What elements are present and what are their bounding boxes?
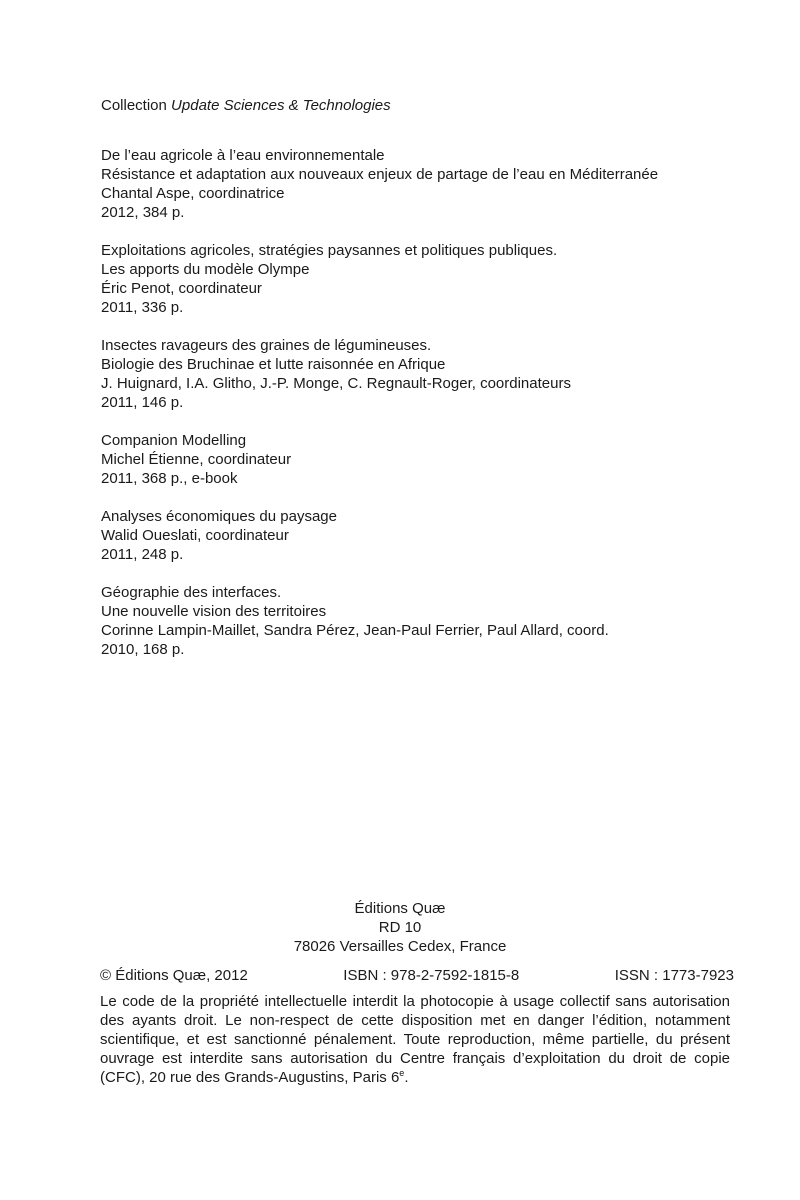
legal-end: . [404, 1069, 409, 1086]
collection-line [101, 96, 391, 115]
book-line: Une nouvelle vision des territoires [101, 603, 327, 620]
issn-number: ISSN : 1773-7923 [614, 967, 734, 984]
publisher-road: RD 10 [378, 919, 422, 936]
copyright-notice: © Éditions Quæ, 2012 [100, 967, 248, 984]
book-title: Exploitations agricoles, stratégies paysannes et politiques publiques. [101, 242, 558, 259]
publisher-name: Éditions Quæ [354, 900, 446, 917]
isbn-number: ISBN : 978-2-7592-1815-8 [343, 967, 520, 984]
book-title: De l’eau agricole à l’eau environnementale [101, 147, 385, 164]
book-line: J. Huignard, I.A. Glitho, J.-P. Monge, C. Regnault-Roger, coordinateurs [101, 375, 571, 392]
book-line: 2011, 368 p., e-book [101, 470, 238, 487]
publisher-address [0, 899, 800, 956]
book-line: 2011, 146 p. [101, 394, 184, 411]
book-title: Analyses économiques du paysage [101, 508, 337, 525]
collection-prefix: Collection [101, 97, 167, 114]
legal-notice [100, 992, 730, 1087]
book-entry [101, 431, 741, 488]
book-line: 2011, 336 p. [101, 299, 184, 316]
book-line: Walid Oueslati, coordinateur [101, 527, 289, 544]
book-entry [101, 507, 741, 564]
book-line: Résistance et adaptation aux nouveaux enjeux de partage de l’eau en Méditerranée [101, 166, 659, 183]
book-line: Corinne Lampin-Maillet, Sandra Pérez, Jean-Paul Ferrier, Paul Allard, coord. [101, 622, 609, 639]
book-entry [101, 241, 741, 317]
collection-series: Update Sciences & Technologies [171, 97, 391, 114]
legal-text: Le code de la propriété intellectuelle interdit la photocopie à usage collectif sans autorisation des ayants droit. Le non-respect de cette disposition met en danger l’édition, notamment scientifique, et est sanctionné pénalement. Toute reproduction, même partielle, du présent ouvrage est interdite sans autorisation du Centre français d’exploitation du droit de copie (CFC), 20 rue des Grands-Augustins, Paris 6 [100, 993, 730, 1086]
book-line: Les apports du modèle Olympe [101, 261, 310, 278]
book-line: 2011, 248 p. [101, 546, 184, 563]
book-line: 2010, 168 p. [101, 641, 185, 658]
book-list [101, 146, 741, 678]
legal-superscript: e [399, 1068, 405, 1078]
book-entry [101, 336, 741, 412]
book-line: Chantal Aspe, coordinatrice [101, 185, 285, 202]
book-entry [101, 146, 741, 222]
book-entry [101, 583, 741, 659]
book-title: Géographie des interfaces. [101, 584, 282, 601]
book-title: Insectes ravageurs des graines de légumineuses. [101, 337, 432, 354]
publication-meta [100, 966, 734, 985]
book-line: Michel Étienne, coordinateur [101, 451, 292, 468]
book-line: Éric Penot, coordinateur [101, 280, 262, 297]
book-title: Companion Modelling [101, 432, 247, 449]
book-line: Biologie des Bruchinae et lutte raisonnée en Afrique [101, 356, 446, 373]
book-line: 2012, 384 p. [101, 204, 185, 221]
publisher-city: 78026 Versailles Cedex, France [293, 938, 507, 955]
